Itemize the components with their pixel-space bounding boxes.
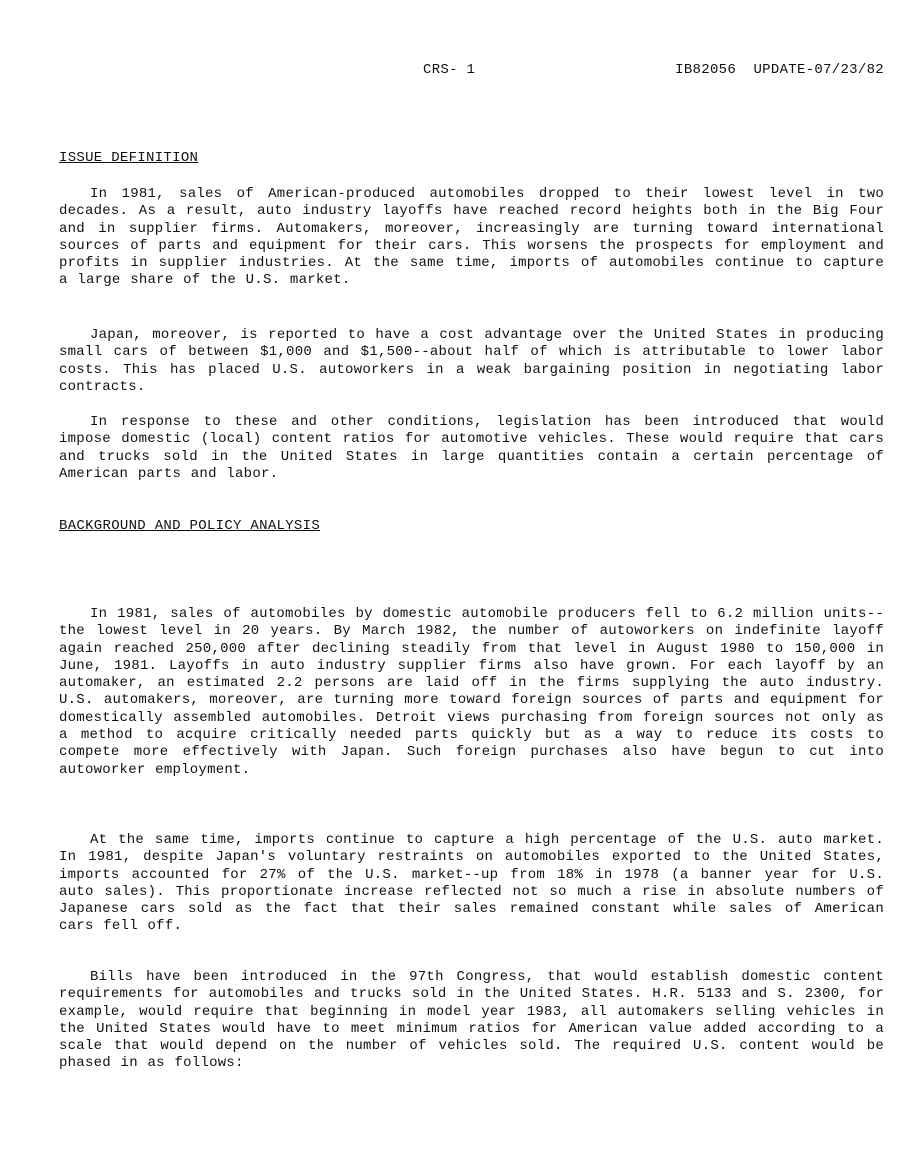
section-heading-issue-definition: ISSUE DEFINITION — [59, 150, 199, 166]
paragraph: At the same time, imports continue to capture a high percentage of the U.S. auto market. In 1981, despite Japan's voluntary restraints on automobiles exported to the United States, imports accounted for 27% of the U.S. market--up from 18% in 1978 (a banner year for U.S. auto sales). This proportionate increase reflected not so much a rise in absolute numbers of Japanese cars sold as the fact that their sales remained constant while sales of American cars fell off. — [59, 832, 884, 935]
paragraph: Bills have been introduced in the 97th Congress, that would establish domestic content requirements for automobiles and trucks sold in the United States. H.R. 5133 and S. 2300, for example, would require that beginning in model year 1983, all automakers selling vehicles in the United States would have to meet minimum ratios for American value added according to a scale that would depend on the number of vehicles sold. The required U.S. content would be phased in as follows: — [59, 969, 884, 1072]
paragraph: In 1981, sales of automobiles by domestic automobile producers fell to 6.2 million units--the lowest level in 20 years. By March 1982, the number of autoworkers on indefinite layoff again reached 250,000 after declining steadily from that level in August 1980 to 150,000 in June, 1981. Layoffs in auto industry supplier firms also have grown. For each layoff by an automaker, an estimated 2.2 persons are laid off in the firms supplying the auto industry. U.S. automakers, moreover, are turning more toward foreign sources of parts and equipment for domestically assembled automobiles. Detroit views purchasing from foreign sources not only as a method to acquire critically needed parts quickly but as a way to reduce its costs to compete more effectively with Japan. Such foreign purchases also have begun to cut into autoworker employment. — [59, 606, 884, 778]
paragraph: Japan, moreover, is reported to have a cost advantage over the United States in producing small cars of between $1,000 and $1,500--about half of which is attributable to lower labor costs. This has placed U.S. autoworkers in a weak bargaining position in negotiating labor contracts. — [59, 327, 884, 395]
report-page-number: CRS- 1 — [423, 62, 476, 78]
report-id-update-date: IB82056 UPDATE-07/23/82 — [675, 62, 884, 78]
page-header — [0, 62, 920, 82]
paragraph: In 1981, sales of American-produced automobiles dropped to their lowest level in two decades. As a result, auto industry layoffs have reached record heights both in the Big Four and in supplier firms. Automakers, moreover, increasingly are turning toward international sources of parts and equipment for their cars. This worsens the prospects for employment and profits in supplier industries. At the same time, imports of automobiles continue to capture a large share of the U.S. market. — [59, 186, 884, 289]
paragraph: In response to these and other conditions, legislation has been introduced that would impose domestic (local) content ratios for automotive vehicles. These would require that cars and trucks sold in the United States in large quantities contain a certain percentage of American parts and labor. — [59, 414, 884, 482]
section-heading-background-policy-analysis: BACKGROUND AND POLICY ANALYSIS — [59, 518, 321, 534]
